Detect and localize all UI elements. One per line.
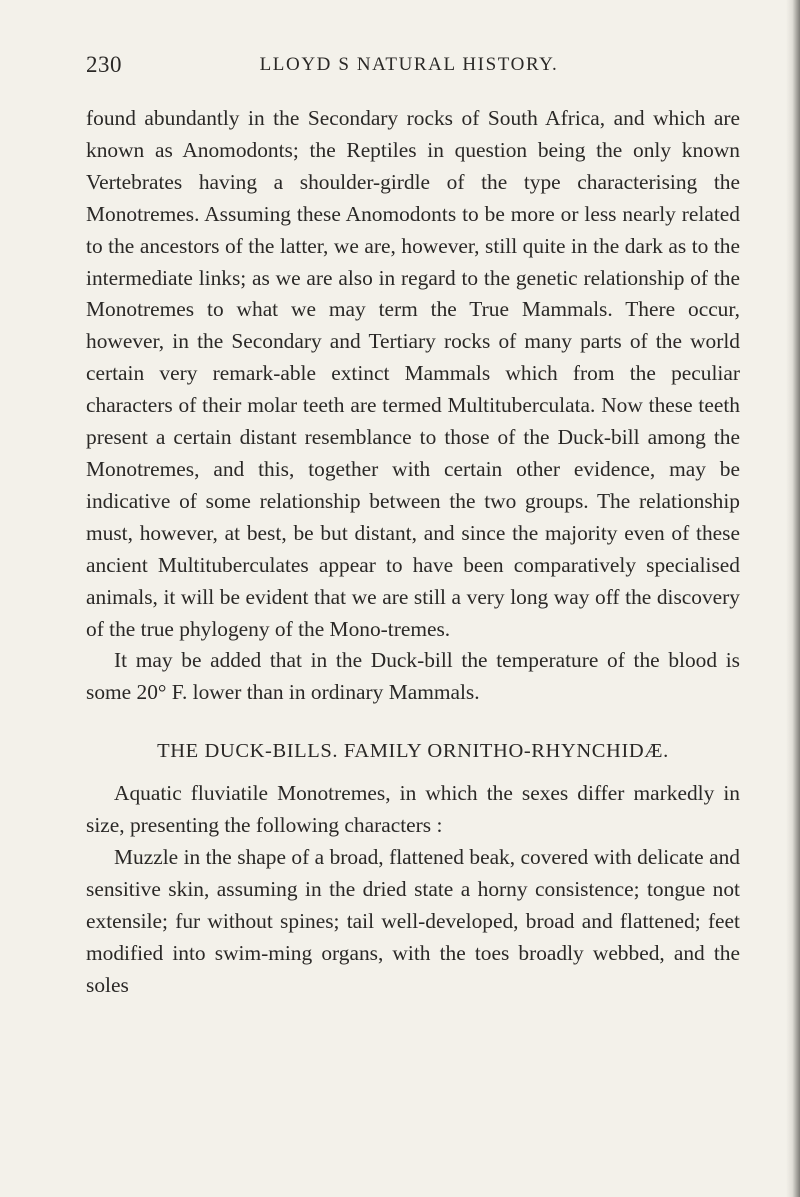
paragraph-temperature: It may be added that in the Duck-bill the temperature of the blood is some 20° F. lower than in ordinary Mammals. xyxy=(86,648,740,705)
paragraph-aquatic: Aquatic fluviatile Monotremes, in which the sexes differ markedly in size, presenting the following characters : xyxy=(86,781,740,838)
paragraph-anomodonts: found abundantly in the Secondary rocks of South Africa, and which are known as Anomodonts; the Reptiles in question being the only known Vertebrates having a shoulder-girdle of the type characterising the Monotremes. Assuming these Anomodonts to be more or less nearly related to the ancestors of the latter, we are, however, still quite in the dark as to the intermediate links; as we are also in regard to the genetic relationship of the Monotremes to what we may term the True Mammals. There occur, however, in the Secondary and Tertiary rocks of many parts of the world certain very remark-able extinct Mammals which from the peculiar characters of their molar teeth are termed Multituberculata. Now these teeth present a certain distant resemblance to those of the Duck-bill among the Monotremes, and this, together with certain other evidence, may be indicative of some relationship between the two groups. The relationship must, however, at best, be but distant, and since the majority even of these ancient Multituberculates appear to have been comparatively specialised animals, it will be evident that we are still a very long way off the discovery of the true phylogeny of the Mono-tremes. xyxy=(86,106,740,641)
section-heading: THE DUCK-BILLS. FAMILY ORNITHO-RHYNCHIDÆ. xyxy=(157,740,669,763)
body-text xyxy=(86,103,740,1002)
page-number: 230 xyxy=(86,52,122,77)
page-edge-shadow xyxy=(786,0,800,1197)
paragraph-muzzle: Muzzle in the shape of a broad, flattened beak, covered with delicate and sensitive skin, assuming in the dried state a horny consistence; tongue not extensile; fur without spines; tail well-developed, broad and flattened; feet modified into swim-ming organs, with the toes broadly webbed, and the soles xyxy=(86,845,740,997)
running-head: LLOYD S NATURAL HISTORY. xyxy=(259,54,559,75)
page-header xyxy=(86,52,732,82)
